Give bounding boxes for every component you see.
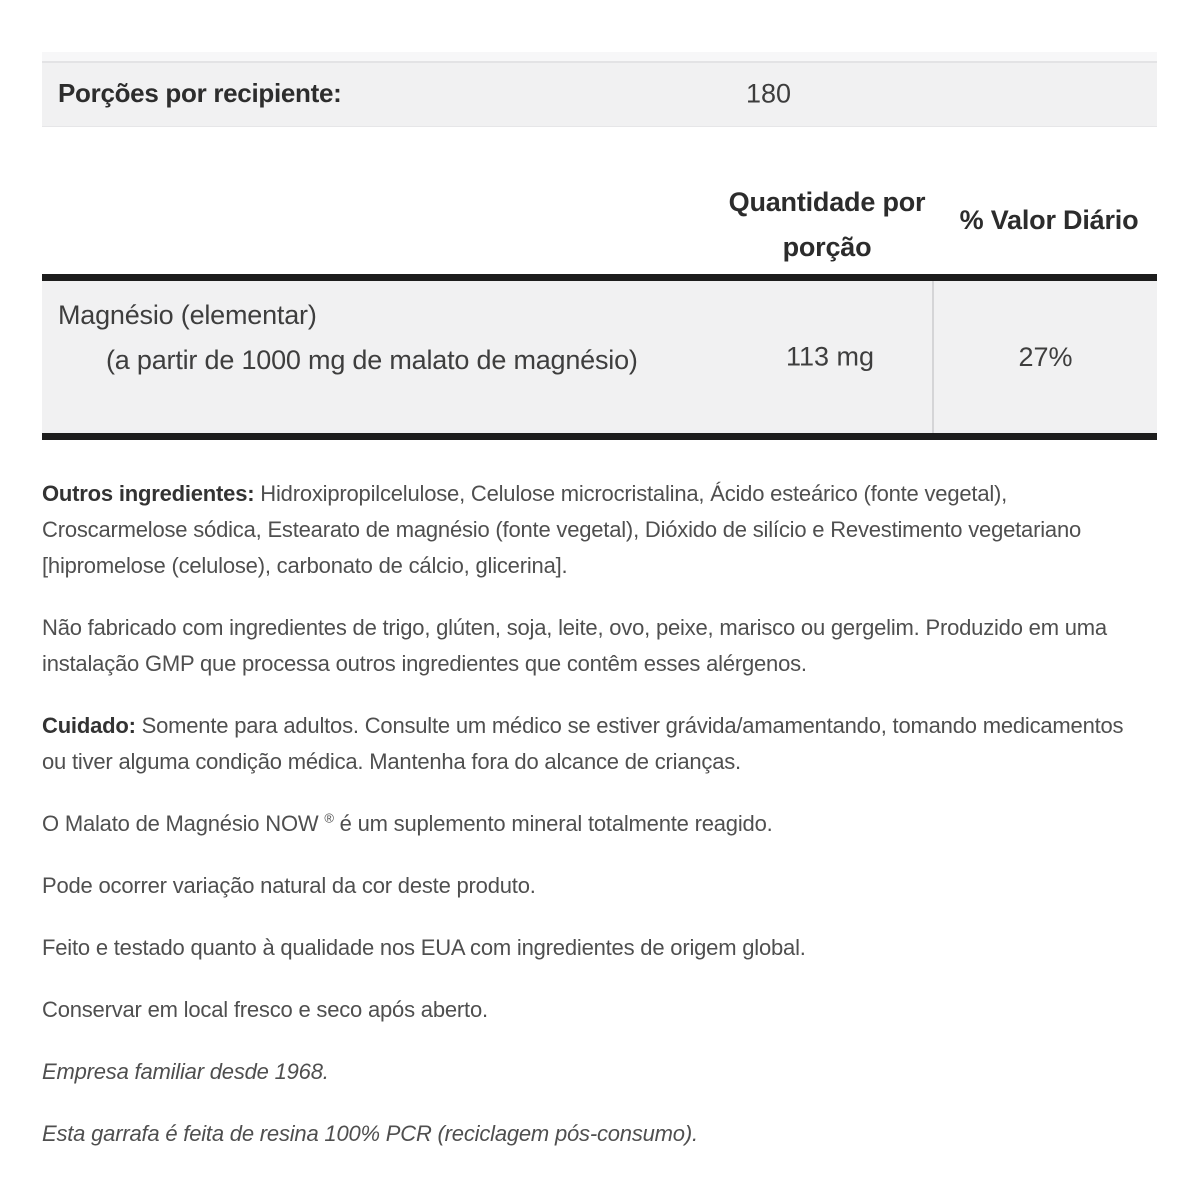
amount-per-serving-header: Quantidade por porção [728, 187, 926, 262]
storage-text: Conservar em local fresco e seco após aberto. [42, 997, 488, 1022]
other-ingredients-paragraph [42, 476, 1150, 584]
pcr-bottle-text: Esta garrafa é feita de resina 100% PCR (reciclagem pós-consumo). [42, 1121, 698, 1146]
color-variation-text: Pode ocorrer variação natural da cor deste produto. [42, 873, 536, 898]
brand-statement-pre: O Malato de Magnésio NOW [42, 811, 319, 836]
servings-bar-top-strip [42, 52, 1157, 63]
servings-row [42, 63, 1157, 124]
other-ingredients-label: Outros ingredientes: [42, 481, 255, 506]
servings-bar [42, 52, 1157, 127]
family-owned-text: Empresa familiar desde 1968. [42, 1059, 329, 1084]
storage-paragraph [42, 992, 1150, 1028]
brand-statement-paragraph [42, 806, 1150, 842]
notes-section [42, 476, 1150, 1178]
caution-text: Somente para adultos. Consulte um médico se estiver grávida/amamentando, tomando medicamentos ou tiver alguma condição médica. Mantenha fora do alcance de crianças. [42, 713, 1124, 774]
nutrient-name: Magnésio (elementar) [58, 300, 317, 330]
brand-statement-post: é um suplemento mineral totalmente reagido. [339, 811, 773, 836]
caution-paragraph [42, 708, 1150, 780]
family-owned-paragraph [42, 1054, 1150, 1090]
daily-value-cell: 27% [1018, 341, 1073, 372]
quality-paragraph [42, 930, 1150, 966]
nutrient-row-magnesium [42, 281, 1157, 433]
servings-per-container-label: Porções por recipiente: [58, 78, 342, 108]
allergen-text: Não fabricado com ingredientes de trigo, glúten, soja, leite, ovo, peixe, marisco ou gergelim. Produzido em uma instalação GMP que processa outros ingredientes que contêm esses alérgenos. [42, 615, 1107, 676]
percent-daily-value-header: % Valor Diário [959, 205, 1139, 235]
allergen-paragraph [42, 610, 1150, 682]
nutrient-source-note: (a partir de 1000 mg de malato de magnésio) [106, 345, 638, 375]
quality-text: Feito e testado quanto à qualidade nos EUA com ingredientes de origem global. [42, 935, 806, 960]
color-variation-paragraph [42, 868, 1150, 904]
other-ingredients-text: Hidroxipropilcelulose, Celulose microcristalina, Ácido esteárico (fonte vegetal), Croscarmelose sódica, Estearato de magnésio (fonte vegetal), Dióxido de silício e Revestimento vegetariano [hipromelose (celulose), carbonato de cálcio, glicerina]. [42, 481, 1082, 578]
amount-cell: 113 mg [785, 341, 875, 372]
pcr-bottle-paragraph [42, 1116, 1150, 1152]
servings-per-container-value: 180 [746, 78, 792, 108]
nutrient-table [42, 274, 1157, 440]
registered-trademark-symbol: ® [324, 810, 334, 826]
caution-label: Cuidado: [42, 713, 136, 738]
